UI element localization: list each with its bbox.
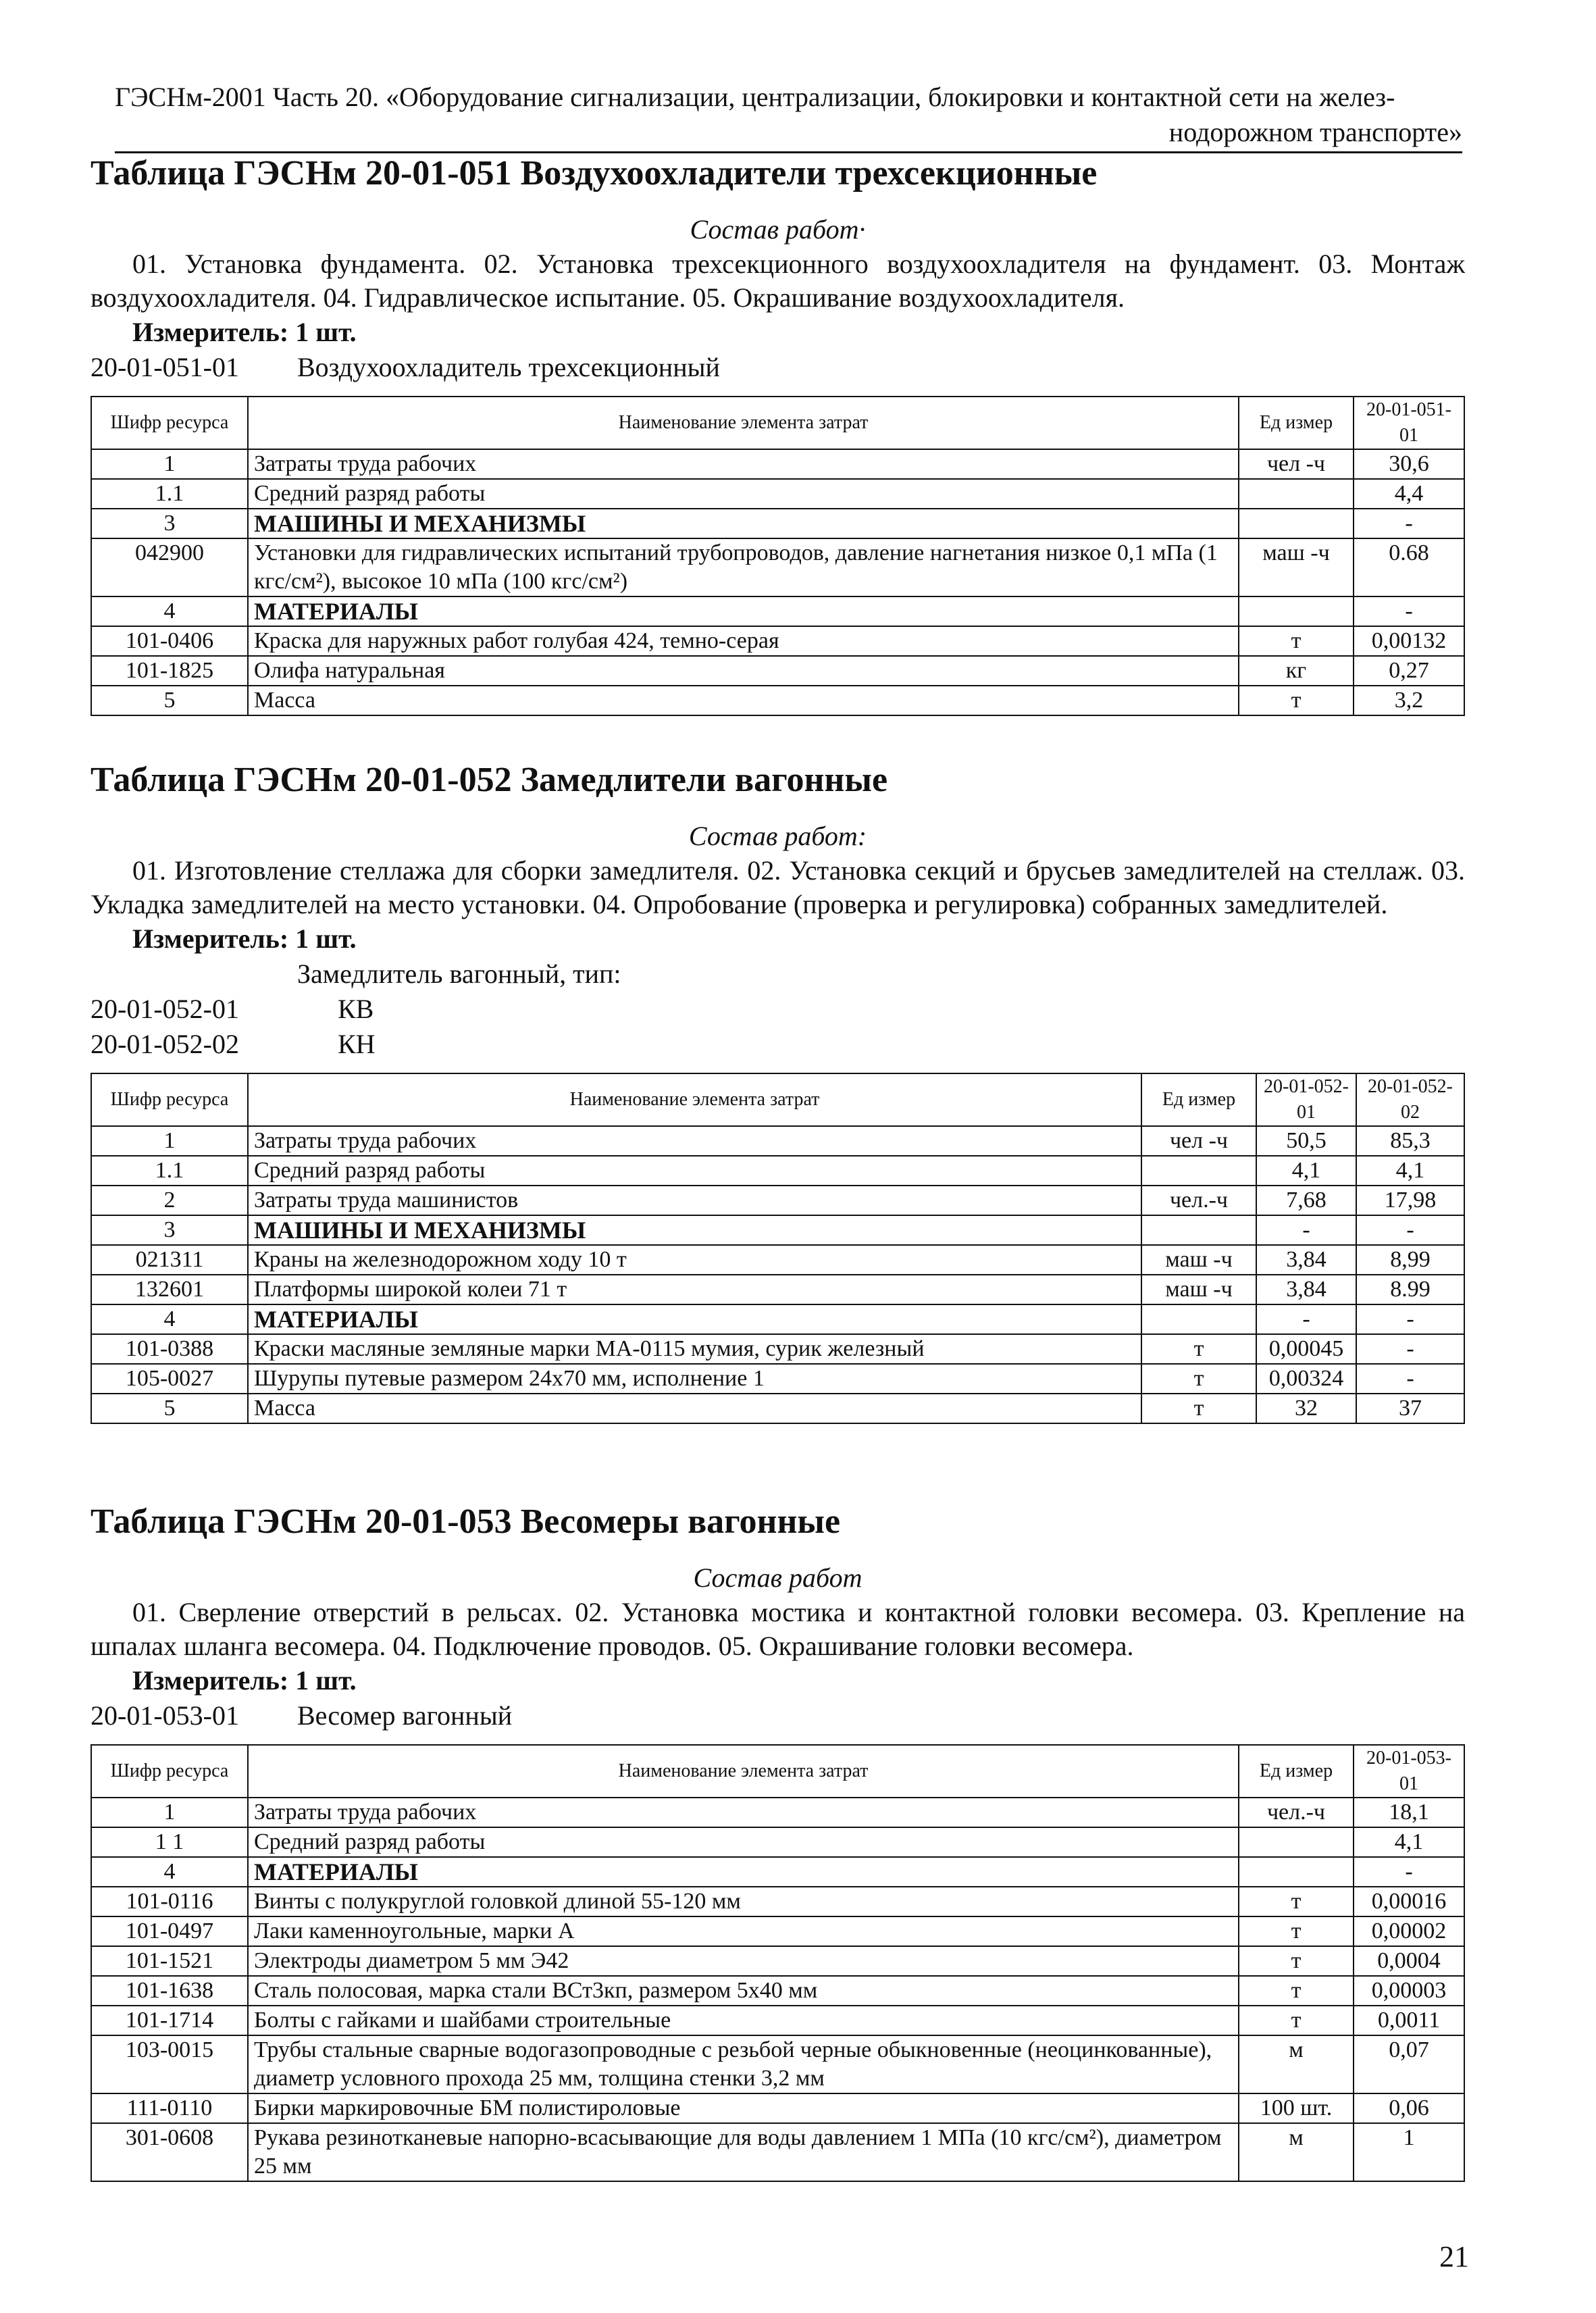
table-row bbox=[91, 1245, 1464, 1275]
running-header bbox=[115, 80, 1462, 153]
header-line-1: ГЭСНм-2001 Часть 20. «Оборудование сигнализации, централизации, блокировки и контактной сети на желез- bbox=[115, 82, 1395, 112]
cell-value: 7,68 bbox=[1256, 1186, 1356, 1215]
table-row bbox=[91, 626, 1464, 656]
norm-code: 20-01-052-01 bbox=[91, 994, 239, 1024]
cell-name: Краска для наружных работ голубая 424, темно-серая bbox=[248, 626, 1239, 656]
header-cell: 20-01-053-01 bbox=[1354, 1745, 1464, 1798]
cell-unit: т bbox=[1239, 686, 1354, 715]
cell-value: 85,3 bbox=[1356, 1126, 1464, 1156]
table-row bbox=[91, 1857, 1464, 1887]
norm-item bbox=[91, 350, 1465, 385]
table-row bbox=[91, 1394, 1464, 1423]
cell-code: 105-0027 bbox=[91, 1364, 248, 1394]
norm-item bbox=[91, 1698, 1465, 1733]
norm-items-title bbox=[91, 957, 1465, 992]
cell-name: МАТЕРИАЛЫ bbox=[248, 1304, 1141, 1334]
cell-value: 37 bbox=[1356, 1394, 1464, 1423]
cell-unit: т bbox=[1239, 626, 1354, 656]
table-row bbox=[91, 2093, 1464, 2123]
cell-value: - bbox=[1256, 1215, 1356, 1245]
cell-name: Средний разряд работы bbox=[248, 479, 1239, 509]
section-20-01-053 bbox=[91, 1498, 1465, 2182]
cell-name: Электроды диаметром 5 мм Э42 bbox=[248, 1946, 1239, 1976]
work-composition-text: 01. Изготовление стеллажа для сборки замедлителя. 02. Установка секций и брусьев замедлителей на стеллаж. 03. Укладка замедлителей на место установки. 04. Опробование (проверка и регулировка) собранных замедлителей. bbox=[91, 855, 1465, 919]
table-row bbox=[91, 449, 1464, 479]
cell-value: 0,27 bbox=[1354, 656, 1464, 686]
cell-value: 18,1 bbox=[1354, 1798, 1464, 1827]
cell-value: - bbox=[1356, 1304, 1464, 1334]
cell-unit: м bbox=[1239, 2123, 1354, 2181]
cell-code: 101-1521 bbox=[91, 1946, 248, 1976]
cell-value: 8,99 bbox=[1356, 1245, 1464, 1275]
cell-unit: маш -ч bbox=[1141, 1275, 1256, 1304]
table-row bbox=[91, 1827, 1464, 1857]
cell-code: 1.1 bbox=[91, 1156, 248, 1186]
header-cell: 20-01-051-01 bbox=[1354, 397, 1464, 449]
cell-code: 1 bbox=[91, 1798, 248, 1827]
cell-code: 4 bbox=[91, 1857, 248, 1887]
cell-name: Олифа натуральная bbox=[248, 656, 1239, 686]
table-row bbox=[91, 1275, 1464, 1304]
cell-code: 101-0406 bbox=[91, 626, 248, 656]
cell-unit: т bbox=[1239, 1976, 1354, 2006]
measure-line bbox=[91, 1663, 1465, 1698]
cell-code: 101-0116 bbox=[91, 1887, 248, 1916]
page-number: 21 bbox=[1439, 2240, 1469, 2273]
section-title: Таблица ГЭСНм 20-01-051 Воздухоохладители трехсекционные bbox=[91, 154, 1098, 193]
cell-code: 4 bbox=[91, 596, 248, 626]
norm-items-title-text: Замедлитель вагонный, тип: bbox=[297, 959, 621, 989]
table-row bbox=[91, 1916, 1464, 1946]
work-composition-text: 01. Установка фундамента. 02. Установка трехсекционного воздухоохладителя на фундамент. 03. Монтаж воздухоохладителя. 04. Гидравлическое испытание. 05. Окрашивание воздухоохладителя. bbox=[91, 249, 1465, 313]
cell-value: 0,00016 bbox=[1354, 1887, 1464, 1916]
header-cell: Наименование элемента затрат bbox=[248, 1073, 1141, 1126]
cell-name: Масса bbox=[248, 1394, 1141, 1423]
cell-code: 101-1714 bbox=[91, 2006, 248, 2035]
cell-value: 4,1 bbox=[1356, 1156, 1464, 1186]
measure-value: 1 шт. bbox=[295, 1665, 357, 1696]
norm-code: 20-01-053-01 bbox=[91, 1700, 239, 1731]
cell-unit: т bbox=[1239, 1887, 1354, 1916]
table-row bbox=[91, 2006, 1464, 2035]
measure-label: Измеритель: bbox=[132, 923, 289, 954]
table-row bbox=[91, 1364, 1464, 1394]
table-row bbox=[91, 1126, 1464, 1156]
table-row bbox=[91, 509, 1464, 538]
norm-name: Весомер вагонный bbox=[297, 1700, 513, 1731]
cell-value: 0,00324 bbox=[1256, 1364, 1356, 1394]
cell-unit: т bbox=[1141, 1364, 1256, 1394]
measure-line bbox=[91, 921, 1465, 957]
cell-unit bbox=[1239, 1857, 1354, 1887]
cell-name: МАШИНЫ И МЕХАНИЗМЫ bbox=[248, 1215, 1141, 1245]
cell-name: Затраты труда машинистов bbox=[248, 1186, 1141, 1215]
cell-code: 132601 bbox=[91, 1275, 248, 1304]
table-row bbox=[91, 1156, 1464, 1186]
cell-value: 8.99 bbox=[1356, 1275, 1464, 1304]
cell-value: 0,00003 bbox=[1354, 1976, 1464, 2006]
cell-name: Краски масляные земляные марки МА-0115 мумия, сурик железный bbox=[248, 1334, 1141, 1364]
cell-value: 50,5 bbox=[1256, 1126, 1356, 1156]
cell-code: 3 bbox=[91, 1215, 248, 1245]
cell-code: 042900 bbox=[91, 538, 248, 596]
cell-name: Винты с полукруглой головкой длиной 55-120 мм bbox=[248, 1887, 1239, 1916]
cell-code: 101-1825 bbox=[91, 656, 248, 686]
table-row bbox=[91, 2035, 1464, 2093]
measure-value: 1 шт. bbox=[295, 923, 357, 954]
table-row bbox=[91, 479, 1464, 509]
cell-name: Установки для гидравлических испытаний трубопроводов, давление нагнетания низкое 0,1 мПа (1 кгс/см²), высокое 10 мПа (100 кгс/см²) bbox=[248, 538, 1239, 596]
cell-name: МАТЕРИАЛЫ bbox=[248, 596, 1239, 626]
cell-name: Затраты труда рабочих bbox=[248, 1126, 1141, 1156]
cell-value: 17,98 bbox=[1356, 1186, 1464, 1215]
work-composition-heading: Состав работ· bbox=[690, 214, 866, 245]
cell-value: 4,1 bbox=[1256, 1156, 1356, 1186]
norm-item bbox=[91, 992, 1465, 1027]
section-title: Таблица ГЭСНм 20-01-053 Весомеры вагонные bbox=[91, 1502, 841, 1541]
cell-code: 1 bbox=[91, 1126, 248, 1156]
cell-value: 0,00045 bbox=[1256, 1334, 1356, 1364]
measure-label: Измеритель: bbox=[132, 317, 289, 347]
cell-code: 4 bbox=[91, 1304, 248, 1334]
header-line-2: нодорожном транспорте» bbox=[1168, 117, 1462, 147]
cell-name: Затраты труда рабочих bbox=[248, 449, 1239, 479]
work-composition-heading: Состав работ bbox=[693, 1562, 863, 1593]
cell-unit: чел.-ч bbox=[1141, 1186, 1256, 1215]
cell-value: 0,06 bbox=[1354, 2093, 1464, 2123]
cell-unit: маш -ч bbox=[1239, 538, 1354, 596]
cell-name: Масса bbox=[248, 686, 1239, 715]
table-row bbox=[91, 538, 1464, 596]
work-composition-text: 01. Сверление отверстий в рельсах. 02. Установка мостика и контактной головки весомера. 03. Крепление на шпалах шланга весомера. 04. Подключение проводов. 05. Окрашивание головки весомера. bbox=[91, 1597, 1465, 1661]
table-row bbox=[91, 2123, 1464, 2181]
cell-name: Платформы широкой колеи 71 т bbox=[248, 1275, 1141, 1304]
cell-name: Средний разряд работы bbox=[248, 1156, 1141, 1186]
table-row bbox=[91, 1334, 1464, 1364]
cell-unit bbox=[1141, 1215, 1256, 1245]
resource-table bbox=[91, 1073, 1465, 1424]
cell-code: 101-0497 bbox=[91, 1916, 248, 1946]
cell-value: 30,6 bbox=[1354, 449, 1464, 479]
cell-value: 0,07 bbox=[1354, 2035, 1464, 2093]
norm-code: 20-01-051-01 bbox=[91, 352, 239, 382]
cell-code: 5 bbox=[91, 686, 248, 715]
cell-name: Шурупы путевые размером 24х70 мм, исполнение 1 bbox=[248, 1364, 1141, 1394]
cell-unit: маш -ч bbox=[1141, 1245, 1256, 1275]
cell-code: 103-0015 bbox=[91, 2035, 248, 2093]
cell-value: 0,00002 bbox=[1354, 1916, 1464, 1946]
cell-code: 101-1638 bbox=[91, 1976, 248, 2006]
header-cell: 20-01-052-01 bbox=[1256, 1073, 1356, 1126]
measure-value: 1 шт. bbox=[295, 317, 357, 347]
cell-unit bbox=[1239, 596, 1354, 626]
norm-code: 20-01-052-02 bbox=[91, 1029, 239, 1059]
cell-name: Рукава резинотканевые напорно-всасывающие для воды давлением 1 МПа (10 кгс/см²), диаметром 25 мм bbox=[248, 2123, 1239, 2181]
cell-name: Бирки маркировочные БМ полистироловые bbox=[248, 2093, 1239, 2123]
cell-value: 0,00132 bbox=[1354, 626, 1464, 656]
cell-unit: т bbox=[1239, 2006, 1354, 2035]
cell-value: - bbox=[1354, 509, 1464, 538]
cell-code: 021311 bbox=[91, 1245, 248, 1275]
table-row bbox=[91, 1215, 1464, 1245]
table-header-row bbox=[91, 397, 1464, 449]
header-cell: Шифр ресурса bbox=[91, 1745, 248, 1798]
cell-unit: чел.-ч bbox=[1239, 1798, 1354, 1827]
cell-name: Затраты труда рабочих bbox=[248, 1798, 1239, 1827]
table-row bbox=[91, 1887, 1464, 1916]
table-row bbox=[91, 656, 1464, 686]
cell-code: 1 bbox=[91, 449, 248, 479]
cell-code: 1 1 bbox=[91, 1827, 248, 1857]
cell-unit: т bbox=[1239, 1946, 1354, 1976]
cell-value: 3,84 bbox=[1256, 1245, 1356, 1275]
header-cell: Ед измер bbox=[1239, 1745, 1354, 1798]
section-title: Таблица ГЭСНм 20-01-052 Замедлители вагонные bbox=[91, 761, 888, 799]
cell-name: Болты с гайками и шайбами строительные bbox=[248, 2006, 1239, 2035]
section-20-01-051 bbox=[91, 150, 1465, 716]
table-row bbox=[91, 1946, 1464, 1976]
cell-unit: т bbox=[1141, 1394, 1256, 1423]
cell-name: Трубы стальные сварные водогазопроводные с резьбой черные обыкновенные (неоцинкованные), диаметр условного прохода 25 мм, толщина стенки 3,2 мм bbox=[248, 2035, 1239, 2093]
table-row bbox=[91, 1976, 1464, 2006]
cell-value: 1 bbox=[1354, 2123, 1464, 2181]
cell-value: - bbox=[1354, 596, 1464, 626]
table-row bbox=[91, 596, 1464, 626]
cell-unit bbox=[1239, 509, 1354, 538]
table-header-row bbox=[91, 1745, 1464, 1798]
cell-value: 0,0011 bbox=[1354, 2006, 1464, 2035]
cell-name: Сталь полосовая, марка стали ВСт3кп, размером 5х40 мм bbox=[248, 1976, 1239, 2006]
cell-unit: т bbox=[1141, 1334, 1256, 1364]
cell-name: Лаки каменноугольные, марки А bbox=[248, 1916, 1239, 1946]
cell-code: 5 bbox=[91, 1394, 248, 1423]
cell-unit: т bbox=[1239, 1916, 1354, 1946]
norm-item bbox=[91, 1027, 1465, 1062]
cell-value: - bbox=[1354, 1857, 1464, 1887]
table-row bbox=[91, 1304, 1464, 1334]
table-row bbox=[91, 1798, 1464, 1827]
header-cell: Наименование элемента затрат bbox=[248, 1745, 1239, 1798]
norm-name: Воздухоохладитель трехсекционный bbox=[297, 352, 720, 382]
cell-value: - bbox=[1356, 1364, 1464, 1394]
cell-code: 1.1 bbox=[91, 479, 248, 509]
cell-code: 3 bbox=[91, 509, 248, 538]
cell-unit: чел -ч bbox=[1239, 449, 1354, 479]
cell-unit: 100 шт. bbox=[1239, 2093, 1354, 2123]
cell-unit bbox=[1239, 1827, 1354, 1857]
cell-value: 0.68 bbox=[1354, 538, 1464, 596]
header-cell: Ед измер bbox=[1239, 397, 1354, 449]
header-cell: 20-01-052-02 bbox=[1356, 1073, 1464, 1126]
cell-unit bbox=[1141, 1304, 1256, 1334]
resource-table bbox=[91, 1744, 1465, 2182]
cell-unit bbox=[1239, 479, 1354, 509]
measure-line bbox=[91, 315, 1465, 350]
cell-value: 3,84 bbox=[1256, 1275, 1356, 1304]
table-row bbox=[91, 686, 1464, 715]
header-cell: Шифр ресурса bbox=[91, 1073, 248, 1126]
cell-name: Средний разряд работы bbox=[248, 1827, 1239, 1857]
cell-code: 101-0388 bbox=[91, 1334, 248, 1364]
cell-unit: кг bbox=[1239, 656, 1354, 686]
cell-value: 3,2 bbox=[1354, 686, 1464, 715]
measure-label: Измеритель: bbox=[132, 1665, 289, 1696]
cell-unit: чел -ч bbox=[1141, 1126, 1256, 1156]
work-composition-heading: Состав работ: bbox=[688, 821, 867, 851]
norm-name: КН bbox=[338, 1029, 376, 1059]
norm-name: КВ bbox=[338, 994, 374, 1024]
cell-name: Краны на железнодорожном ходу 10 т bbox=[248, 1245, 1141, 1275]
cell-name: МАТЕРИАЛЫ bbox=[248, 1857, 1239, 1887]
header-cell: Ед измер bbox=[1141, 1073, 1256, 1126]
cell-value: 4,1 bbox=[1354, 1827, 1464, 1857]
cell-value: - bbox=[1356, 1215, 1464, 1245]
cell-value: - bbox=[1256, 1304, 1356, 1334]
cell-value: - bbox=[1356, 1334, 1464, 1364]
cell-code: 301-0608 bbox=[91, 2123, 248, 2181]
table-header-row bbox=[91, 1073, 1464, 1126]
cell-value: 0,0004 bbox=[1354, 1946, 1464, 1976]
header-cell: Шифр ресурса bbox=[91, 397, 248, 449]
cell-name: МАШИНЫ И МЕХАНИЗМЫ bbox=[248, 509, 1239, 538]
cell-unit: м bbox=[1239, 2035, 1354, 2093]
cell-unit bbox=[1141, 1156, 1256, 1186]
cell-code: 111-0110 bbox=[91, 2093, 248, 2123]
header-cell: Наименование элемента затрат bbox=[248, 397, 1239, 449]
table-row bbox=[91, 1186, 1464, 1215]
cell-value: 4,4 bbox=[1354, 479, 1464, 509]
cell-value: 32 bbox=[1256, 1394, 1356, 1423]
section-20-01-052 bbox=[91, 757, 1465, 1424]
cell-code: 2 bbox=[91, 1186, 248, 1215]
resource-table bbox=[91, 396, 1465, 716]
